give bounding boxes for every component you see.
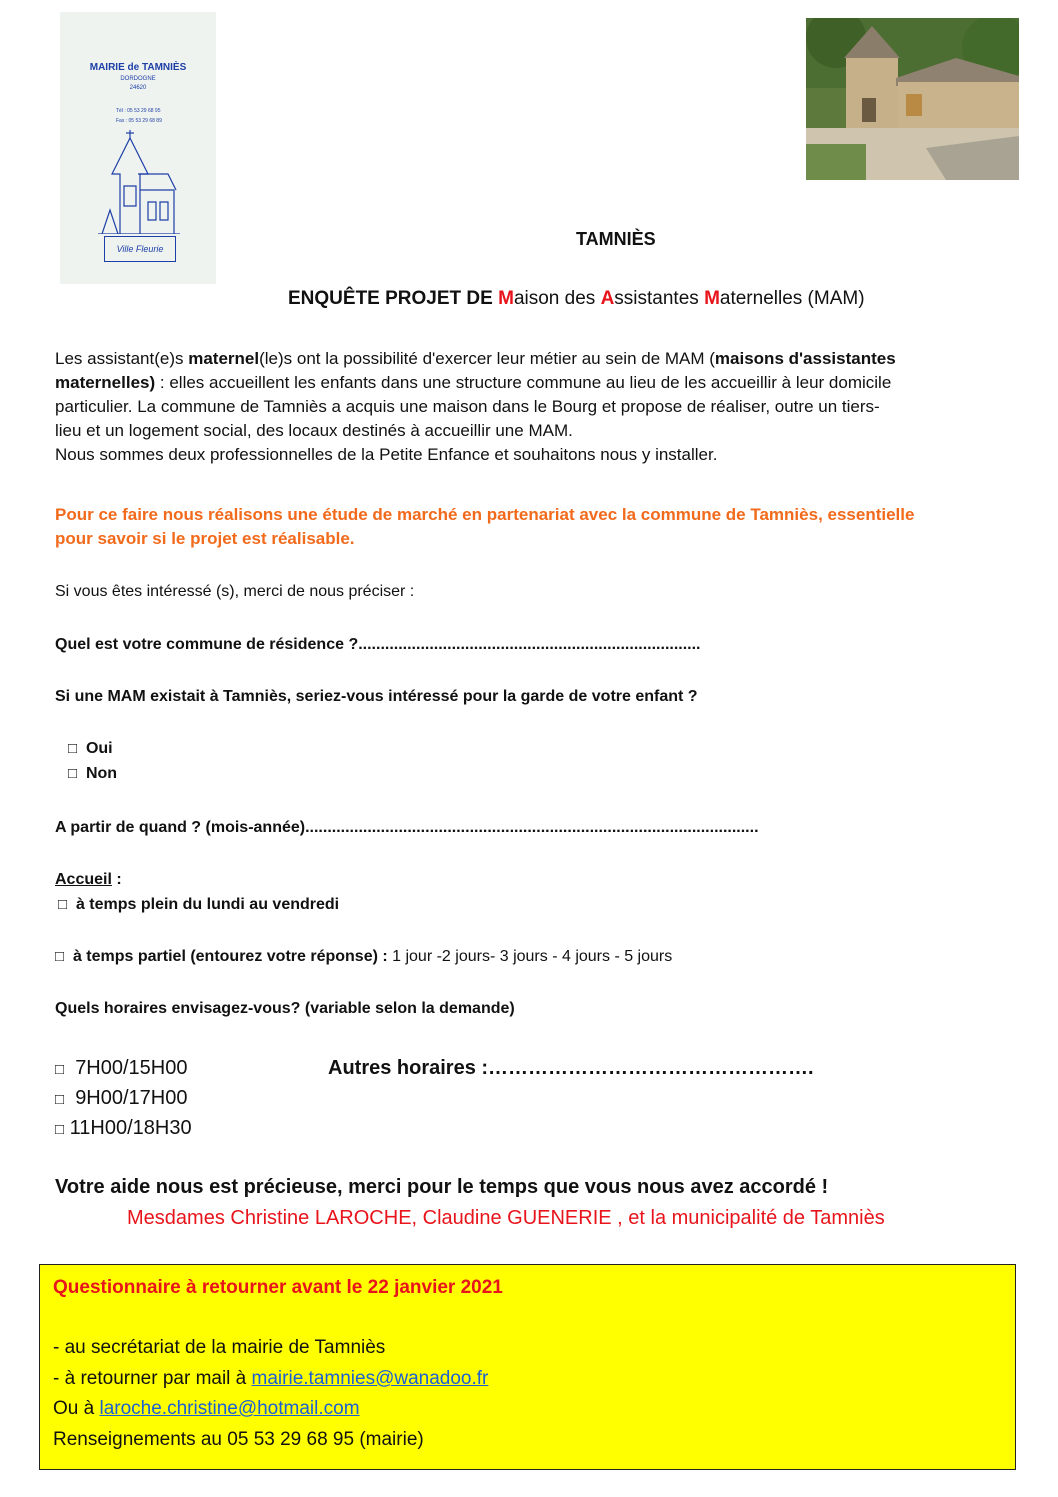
title-word-1: aison des [513,288,601,309]
logo-tel: Tél : 05 53 29 68 95 [116,108,161,114]
option-non-label: Non [85,765,118,782]
autres-horaires[interactable]: Autres horaires :…………………………………………. [328,1057,814,1079]
title-letter-a: A [600,288,615,309]
option-plein-temps-label: à temps plein du lundi au vendredi [75,896,340,913]
return-deadline: Questionnaire à retourner avant le 22 janvier 2021 [53,1277,503,1298]
checkbox-horaire-1[interactable]: □ [55,1061,65,1078]
logo-dept: DORDOGNE [120,76,156,82]
study-paragraph [55,503,1015,551]
intro-line-2 [55,371,1015,395]
question-mam-interest: Si une MAM existait à Tamniès, seriez-vous intéressé pour la garde de votre enfant ? [55,688,698,705]
signature: Mesdames Christine LAROCHE, Claudine GUENERIE , et la municipalité de Tamniès [127,1207,885,1229]
town-title: TAMNIÈS [576,229,656,249]
return-line-phone: Renseignements au 05 53 29 68 95 (mairie) [53,1429,424,1450]
return-mail-text: - à retourner par mail à [53,1368,252,1389]
house-photo [806,18,1019,180]
intro-paragraph [55,347,1015,467]
logo-postcode: 24620 [129,85,147,91]
option-non[interactable] [68,762,117,786]
title-word-2: ssistantes [614,288,705,309]
intro-line-5: Nous sommes deux professionnelles de la Petite Enfance et souhaitons nous y installer. [55,445,718,464]
intro-line-1 [55,347,1015,371]
mairie-logo [60,12,216,284]
intro-line-3: particulier. La commune de Tamniès a acquis une maison dans le Bourg et propose de réaliser, outre un tiers- [55,397,880,416]
checkbox-temps-partiel[interactable]: □ [55,948,65,965]
page-title [288,288,865,310]
title-prefix: ENQUÊTE PROJET DE [288,288,499,309]
study-line-1: Pour ce faire nous réalisons une étude de marché en partenariat avec la commune de Tamniès, essentielle [55,505,915,524]
question-commune[interactable]: Quel est votre commune de résidence ?............................................................................. [55,636,701,653]
form-intro: Si vous êtes intéressé (s), merci de nous préciser : [55,583,415,600]
checkbox-oui[interactable]: □ [68,740,78,757]
title-letter-m2: M [704,288,720,309]
return-alt-text: Ou à [53,1398,100,1419]
option-temps-partiel[interactable] [55,945,672,969]
laroche-email-link[interactable]: laroche.christine@hotmail.com [99,1398,360,1419]
accueil-heading [55,868,122,892]
checkbox-horaire-2[interactable]: □ [55,1091,65,1108]
checkbox-plein-temps[interactable]: □ [58,896,68,913]
title-letter-m1: M [498,288,514,309]
intro-text: : elles accueillent les enfants dans une structure commune au lieu de les accueillir à leur domicile [155,373,892,392]
title-word-3: aternelles (MAM) [719,288,865,309]
temps-partiel-options[interactable]: 1 jour -2 jours- 3 jours - 4 jours - 5 jours [387,948,673,965]
option-oui-label: Oui [85,740,113,757]
option-horaire-2[interactable] [55,1084,192,1114]
intro-line-4: lieu et un logement social, des locaux destinés à accueillir une MAM. [55,421,573,440]
return-line-alt-mail [53,1398,360,1420]
intro-bold: maternelles) [55,373,156,392]
temps-partiel-label: à temps partiel (entourez votre réponse) : [72,948,388,965]
option-plein-temps[interactable] [58,893,339,917]
horaire-1-label: 7H00/15H00 [75,1057,188,1079]
return-line-secretariat: - au secrétariat de la mairie de Tamniès [53,1337,386,1358]
option-horaire-1[interactable] [55,1054,192,1084]
accueil-label: Accueil [55,871,112,888]
stone-house-image [806,18,1019,180]
mairie-email-link[interactable]: mairie.tamnies@wanadoo.fr [251,1368,489,1389]
intro-text: (le)s ont la possibilité d'exercer leur métier au sein de MAM ( [259,349,715,368]
accueil-colon: : [111,871,122,888]
logo-fax: Fax : 05 53 29 68 89 [116,118,162,124]
logo-title: MAIRIE de TAMNIÈS [89,62,187,73]
study-line-2: pour savoir si le projet est réalisable. [55,529,355,548]
checkbox-horaire-3[interactable]: □ [55,1121,65,1138]
intro-bold: maisons d'assistantes [714,349,896,368]
intro-bold: maternel [188,349,260,368]
intro-text: Les assistant(e)s [55,349,189,368]
option-oui[interactable] [68,737,113,761]
question-start-date[interactable]: A partir de quand ? (mois-année)...................................................................................................... [55,819,759,836]
church-drawing-icon [98,130,180,234]
question-horaires: Quels horaires envisagez-vous? (variable selon la demande) [55,1000,515,1017]
horaire-2-label: 9H00/17H00 [75,1087,188,1109]
thanks-message: Votre aide nous est précieuse, merci pour le temps que vous nous avez accordé ! [55,1176,829,1198]
return-line-mail [53,1368,488,1390]
horaire-3-label: 11H00/18H30 [69,1117,192,1139]
checkbox-non[interactable]: □ [68,765,78,782]
horaires-options [55,1054,192,1144]
option-horaire-3[interactable] [55,1114,192,1144]
return-info-box [39,1264,1016,1470]
ville-fleurie-badge: Ville Fleurie [104,236,176,262]
